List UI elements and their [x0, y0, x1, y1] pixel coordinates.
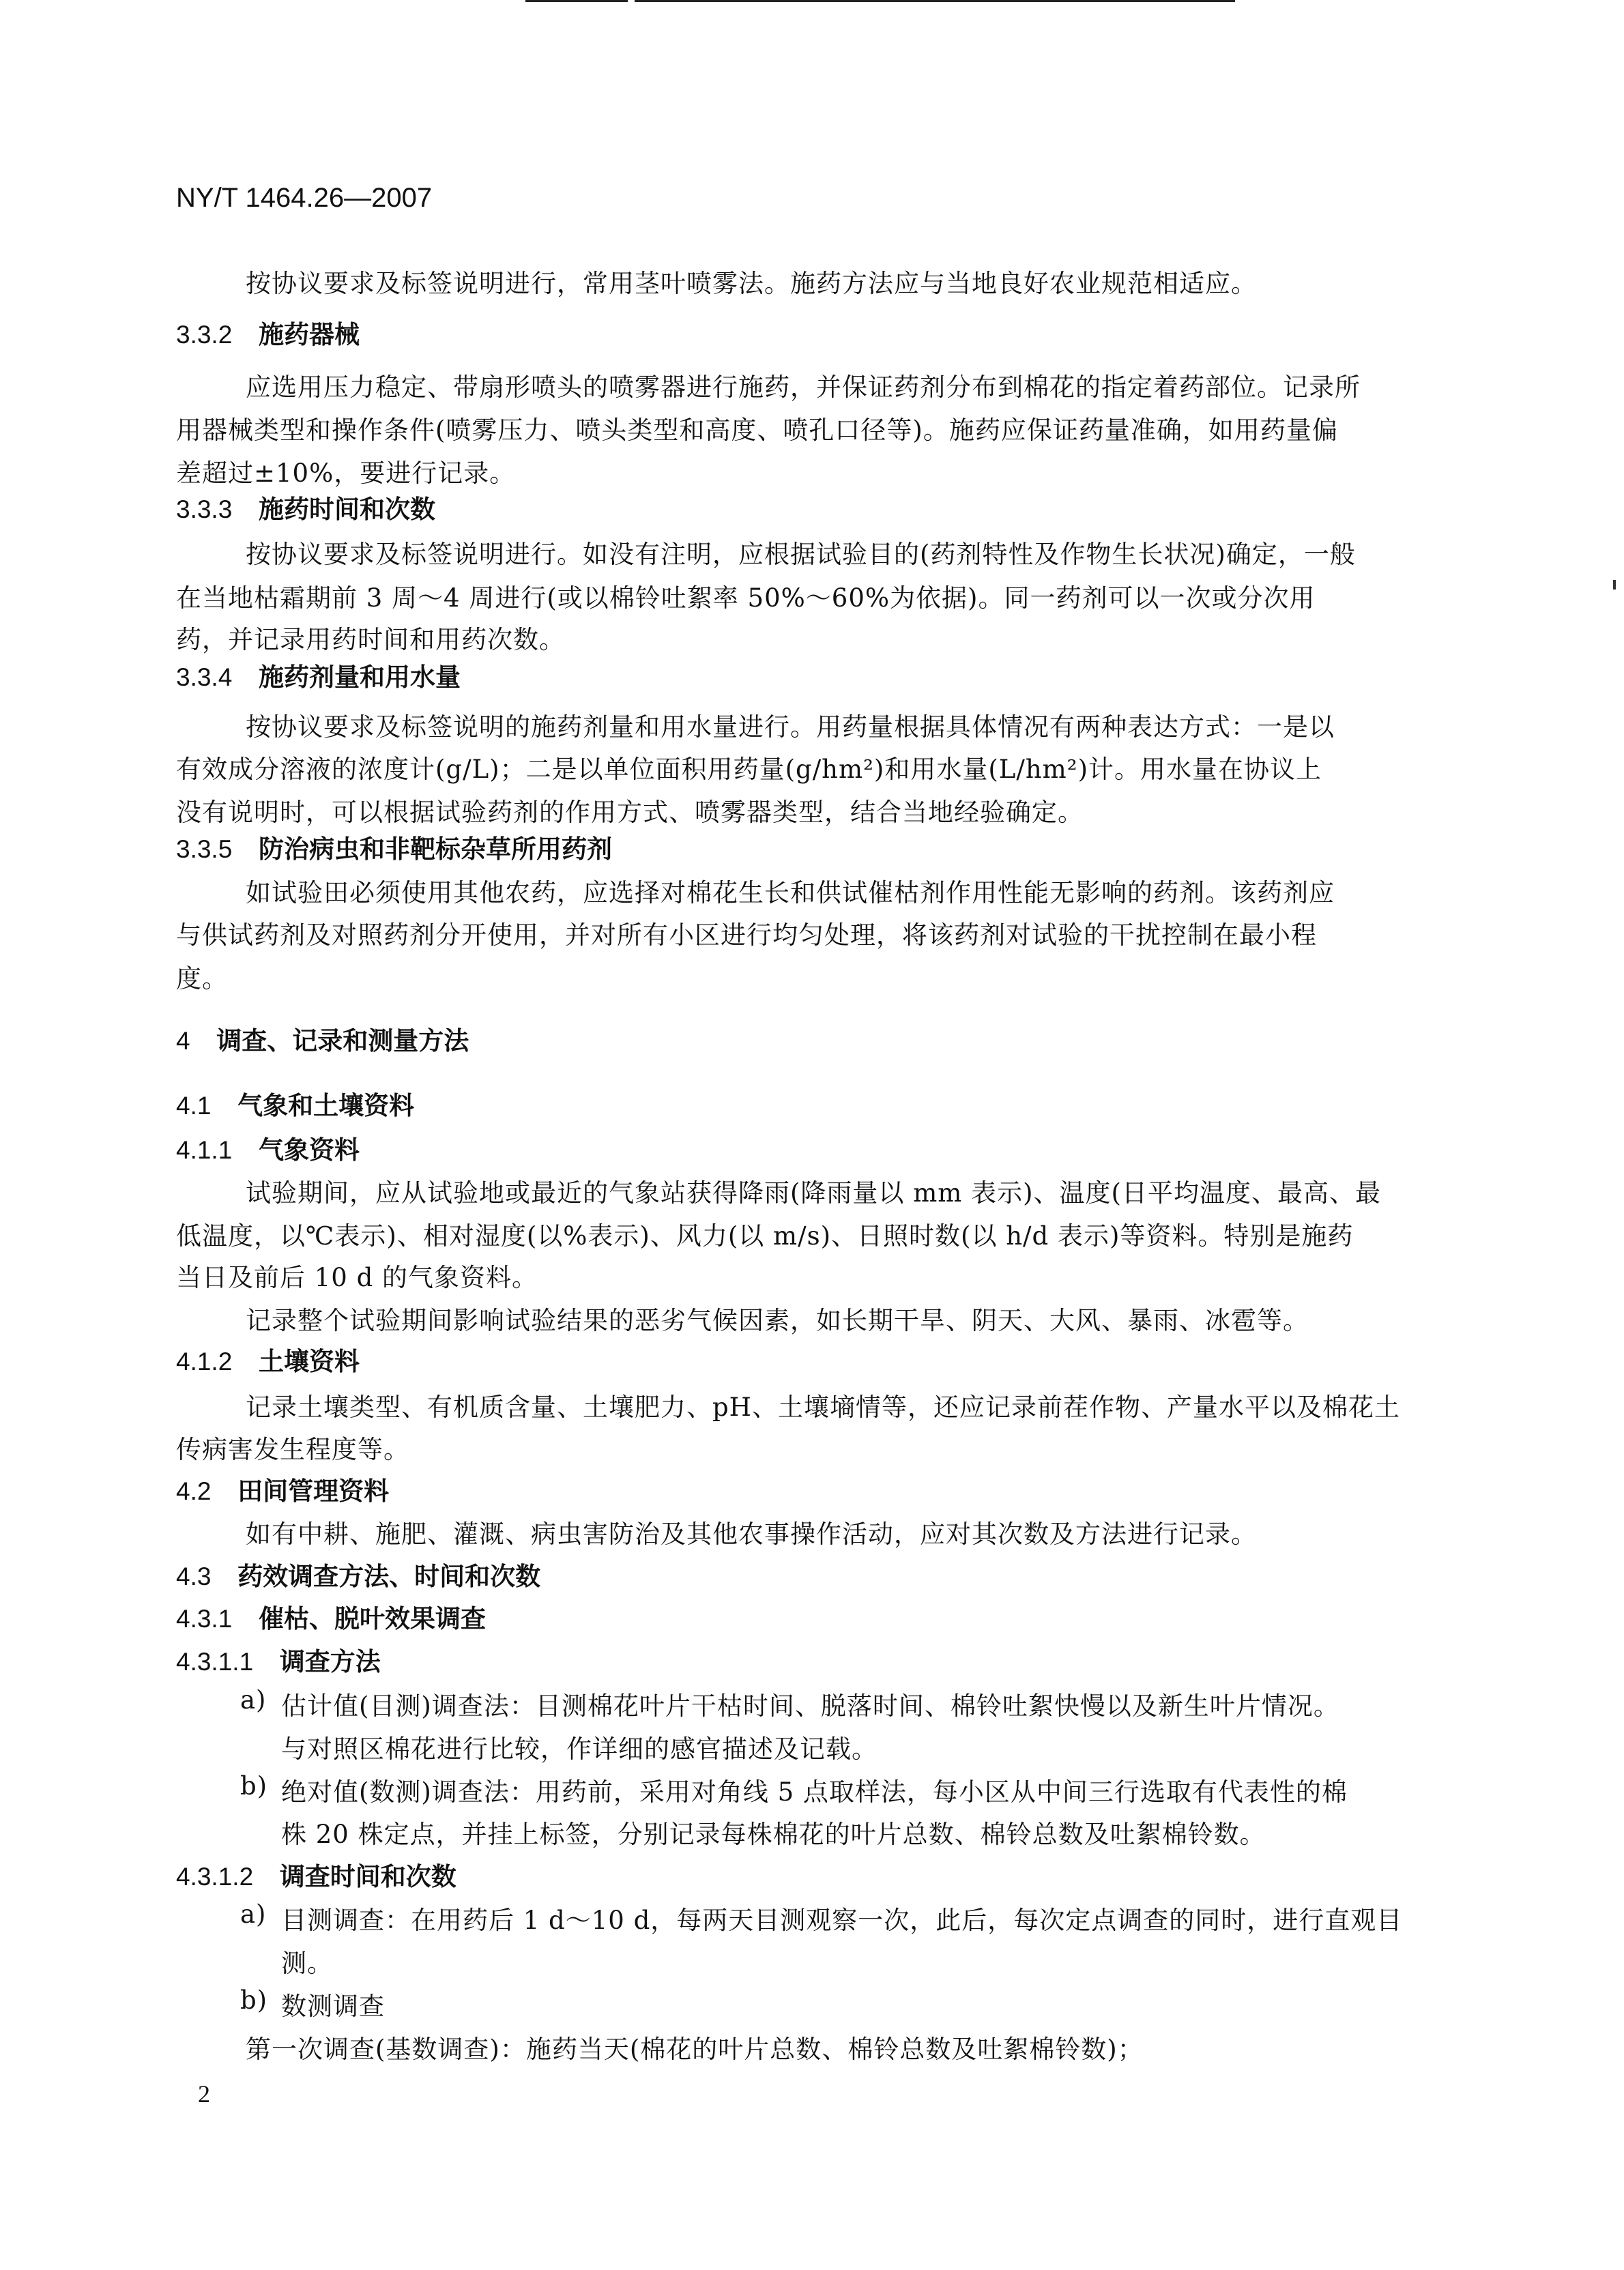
section-title: 调查、记录和测量方法 [216, 1026, 469, 1056]
section-number: 4.1 [176, 1092, 212, 1120]
paragraph-line: 在当地枯霜期前 3 周～4 周进行(或以棉铃吐絮率 50%～60%为依据)。同一药剂可以一次或分次用 [176, 583, 1316, 613]
paragraph-line: 当日及前后 10 d 的气象资料。 [176, 1263, 538, 1292]
section-title: 调查方法 [279, 1647, 381, 1676]
section-number: 4.1.1 [176, 1136, 233, 1164]
section-title: 施药时间和次数 [258, 495, 435, 524]
section-heading-3-3-3 [176, 489, 435, 525]
section-number: 4.3 [176, 1562, 212, 1590]
section-heading-3-3-2 [176, 314, 360, 351]
section-number: 4.3.1 [176, 1605, 233, 1633]
section-heading-3-3-4 [176, 656, 461, 693]
section-title: 施药器械 [258, 320, 360, 349]
list-item-line: 数测调查 [281, 1992, 385, 2021]
section-title: 气象资料 [258, 1135, 360, 1165]
section-heading-4-1 [176, 1085, 414, 1122]
section-number: 3.3.4 [176, 663, 233, 691]
section-title: 气象和土壤资料 [237, 1091, 415, 1120]
paragraph-line: 按协议要求及标签说明的施药剂量和用水量进行。用药量根据具体情况有两种表达方式：一是以 [246, 712, 1335, 742]
section-title: 施药剂量和用水量 [258, 663, 461, 692]
list-item-marker: a) [240, 1900, 267, 1929]
section-title: 催枯、脱叶效果调查 [258, 1604, 486, 1633]
section-title: 田间管理资料 [237, 1476, 390, 1506]
paragraph-line: 低温度，以℃表示)、相对湿度(以%表示)、风力(以 m/s)、日照时数(以 h/d 表示)等资料。特别是施药 [176, 1221, 1354, 1251]
list-item-line: 测。 [281, 1949, 333, 1978]
section-title: 调查时间和次数 [279, 1862, 456, 1891]
section-heading-4-3-1 [176, 1598, 486, 1635]
list-item-marker: b) [240, 1985, 268, 2015]
header-rule-right [635, 0, 1235, 2]
list-item-line: 目测调查：在用药后 1 d～10 d，每两天目测观察一次，此后，每次定点调查的同时，进行直观目 [281, 1906, 1403, 1935]
paragraph-line: 药，并记录用药时间和用药次数。 [176, 625, 565, 654]
section-number: 3.3.3 [176, 495, 233, 523]
paragraph-line: 差超过±10%，要进行记录。 [176, 459, 516, 488]
section-title: 药效调查方法、时间和次数 [237, 1562, 541, 1591]
section-heading-4-1-2 [176, 1341, 360, 1378]
paragraph-line: 没有说明时，可以根据试验药剂的作用方式、喷雾器类型，结合当地经验确定。 [176, 798, 1084, 827]
list-item-marker: a) [240, 1685, 267, 1715]
paragraph-line: 如试验田必须使用其他农药，应选择对棉花生长和供试催枯剂作用性能无影响的药剂。该药剂应 [246, 878, 1335, 907]
section-number: 4 [176, 1027, 190, 1055]
paragraph-line: 记录整个试验期间影响试验结果的恶劣气候因素，如长期干旱、阴天、大风、暴雨、冰雹等。 [246, 1306, 1309, 1335]
section-number: 4.3.1.2 [176, 1863, 254, 1891]
section-title: 土壤资料 [258, 1347, 360, 1376]
paragraph-3-3-1-line: 按协议要求及标签说明进行，常用茎叶喷雾法。施药方法应与当地良好农业规范相适应。 [246, 269, 1257, 298]
section-heading-4 [176, 1020, 469, 1057]
list-item-line: 与对照区棉花进行比较，作详细的感官描述及记载。 [281, 1734, 878, 1764]
section-heading-4-2 [176, 1470, 389, 1507]
scan-speck [1613, 580, 1616, 590]
section-title: 防治病虫和非靶标杂草所用药剂 [258, 834, 612, 864]
document-id: NY/T 1464.26—2007 [176, 183, 433, 213]
section-number: 3.3.5 [176, 835, 233, 863]
paragraph-line: 第一次调查(基数调查)：施药当天(棉花的叶片总数、棉铃总数及吐絮棉铃数)； [246, 2035, 1144, 2064]
section-number: 4.3.1.1 [176, 1648, 254, 1676]
section-heading-4-1-1 [176, 1129, 360, 1166]
list-item-line: 估计值(目测)调查法：目测棉花叶片干枯时间、脱落时间、棉铃吐絮快慢以及新生叶片情况。 [281, 1691, 1339, 1721]
section-number: 4.1.2 [176, 1348, 233, 1376]
list-item-line: 绝对值(数测)调查法：用药前，采用对角线 5 点取样法，每小区从中间三行选取有代表性的棉 [281, 1777, 1348, 1807]
section-heading-3-3-5 [176, 828, 612, 865]
paragraph-line: 记录土壤类型、有机质含量、土壤肥力、pH、土壤墒情等，还应记录前茬作物、产量水平以及棉花土 [246, 1393, 1400, 1422]
paragraph-line: 有效成分溶液的浓度计(g/L)；二是以单位面积用药量(g/hm²)和用水量(L/hm²)计。用水量在协议上 [176, 755, 1322, 784]
paragraph-line: 用器械类型和操作条件(喷雾压力、喷头类型和高度、喷孔口径等)。施药应保证药量准确，如用药量偏 [176, 416, 1338, 445]
page-number: 2 [198, 2080, 210, 2108]
header-rule-left [525, 0, 628, 2]
paragraph-line: 应选用压力稳定、带扇形喷头的喷雾器进行施药，并保证药剂分布到棉花的指定着药部位。记录所 [246, 373, 1361, 402]
paragraph-line: 试验期间，应从试验地或最近的气象站获得降雨(降雨量以 mm 表示)、温度(日平均温度、最高、最 [246, 1178, 1381, 1208]
paragraph-line: 与供试药剂及对照药剂分开使用，并对所有小区进行均匀处理，将该药剂对试验的干扰控制在最小程 [176, 920, 1317, 950]
section-heading-4-3-1-2 [176, 1856, 456, 1893]
section-number: 4.2 [176, 1477, 212, 1505]
section-number: 3.3.2 [176, 321, 233, 349]
list-item-marker: b) [240, 1771, 268, 1801]
paragraph-line: 度。 [176, 964, 228, 993]
list-item-line: 株 20 株定点，并挂上标签，分别记录每株棉花的叶片总数、棉铃总数及吐絮棉铃数。 [281, 1820, 1266, 1849]
section-heading-4-3-1-1 [176, 1641, 381, 1678]
paragraph-line: 传病害发生程度等。 [176, 1435, 409, 1464]
section-heading-4-3 [176, 1556, 540, 1592]
paragraph-line: 如有中耕、施肥、灌溉、病虫害防治及其他农事操作活动，应对其次数及方法进行记录。 [246, 1519, 1257, 1549]
paragraph-line: 按协议要求及标签说明进行。如没有注明，应根据试验目的(药剂特性及作物生长状况)确定，一般 [246, 540, 1356, 569]
